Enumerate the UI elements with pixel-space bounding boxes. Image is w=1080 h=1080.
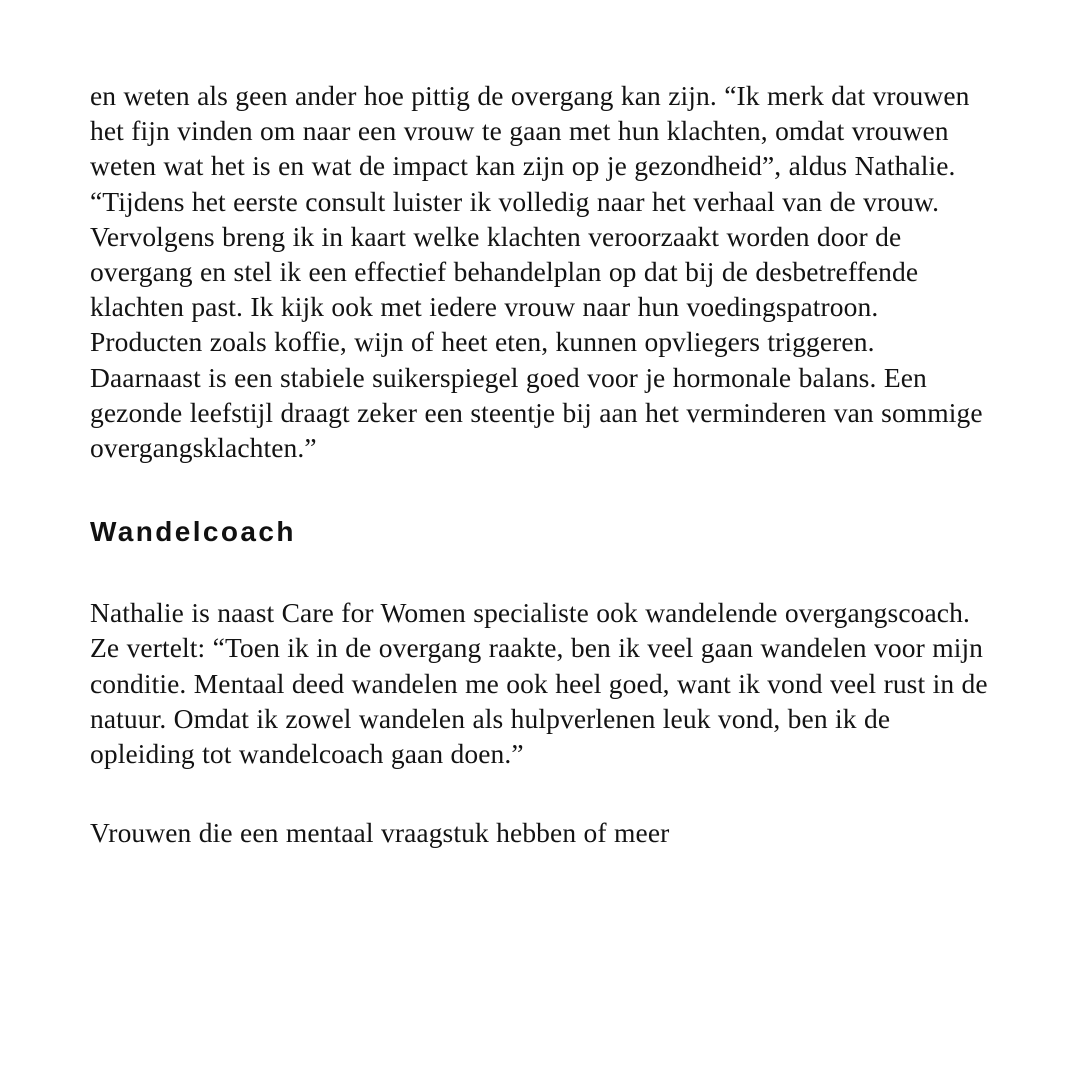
spacer-above-heading (90, 465, 988, 515)
article-paragraph-intro: en weten als geen ander hoe pittig de overgang kan zijn. “Ik merk dat vrouwen het fijn vinden om naar een vrouw te gaan met hun klachten, omdat vrouwen weten wat het is en wat de impact kan zijn op je gezondheid”, aldus Nathalie. “Tijdens het eerste consult luister ik volledig naar het verhaal van de vrouw. Vervolgens breng ik in kaart welke klachten veroorzaakt worden door de overgang en stel ik een effectief behandelplan op dat bij de desbetreffende klachten past. Ik kijk ook met iedere vrouw naar hun voedingspatroon. Producten zoals koffie, wijn of heet eten, kunnen opvliegers triggeren. Daarnaast is een stabiele suikerspiegel goed voor je hormonale balans. Een gezonde leefstijl draagt zeker een steentje bij aan het verminderen van sommige overgangsklachten.” (90, 80, 983, 464)
article-paragraph-continuation: Vrouwen die een mentaal vraagstuk hebben of meer (90, 817, 670, 849)
spacer-below-heading (90, 549, 988, 595)
article-content (90, 78, 988, 850)
article-paragraph-wandelcoach: Nathalie is naast Care for Women specialiste ook wandelende overgangscoach. Ze vertelt: “Toen ik in de overgang raakte, ben ik veel gaan wandelen voor mijn conditie. Mentaal deed wandelen me ook heel goed, want ik vond veel rust in de natuur. Omdat ik zowel wandelen als hulpverlenen leuk vond, ben ik de opleiding tot wandelcoach gaan doen.” (90, 597, 988, 770)
spacer-between-paragraphs (90, 771, 988, 815)
section-heading-wandelcoach: Wandelcoach (90, 516, 296, 548)
